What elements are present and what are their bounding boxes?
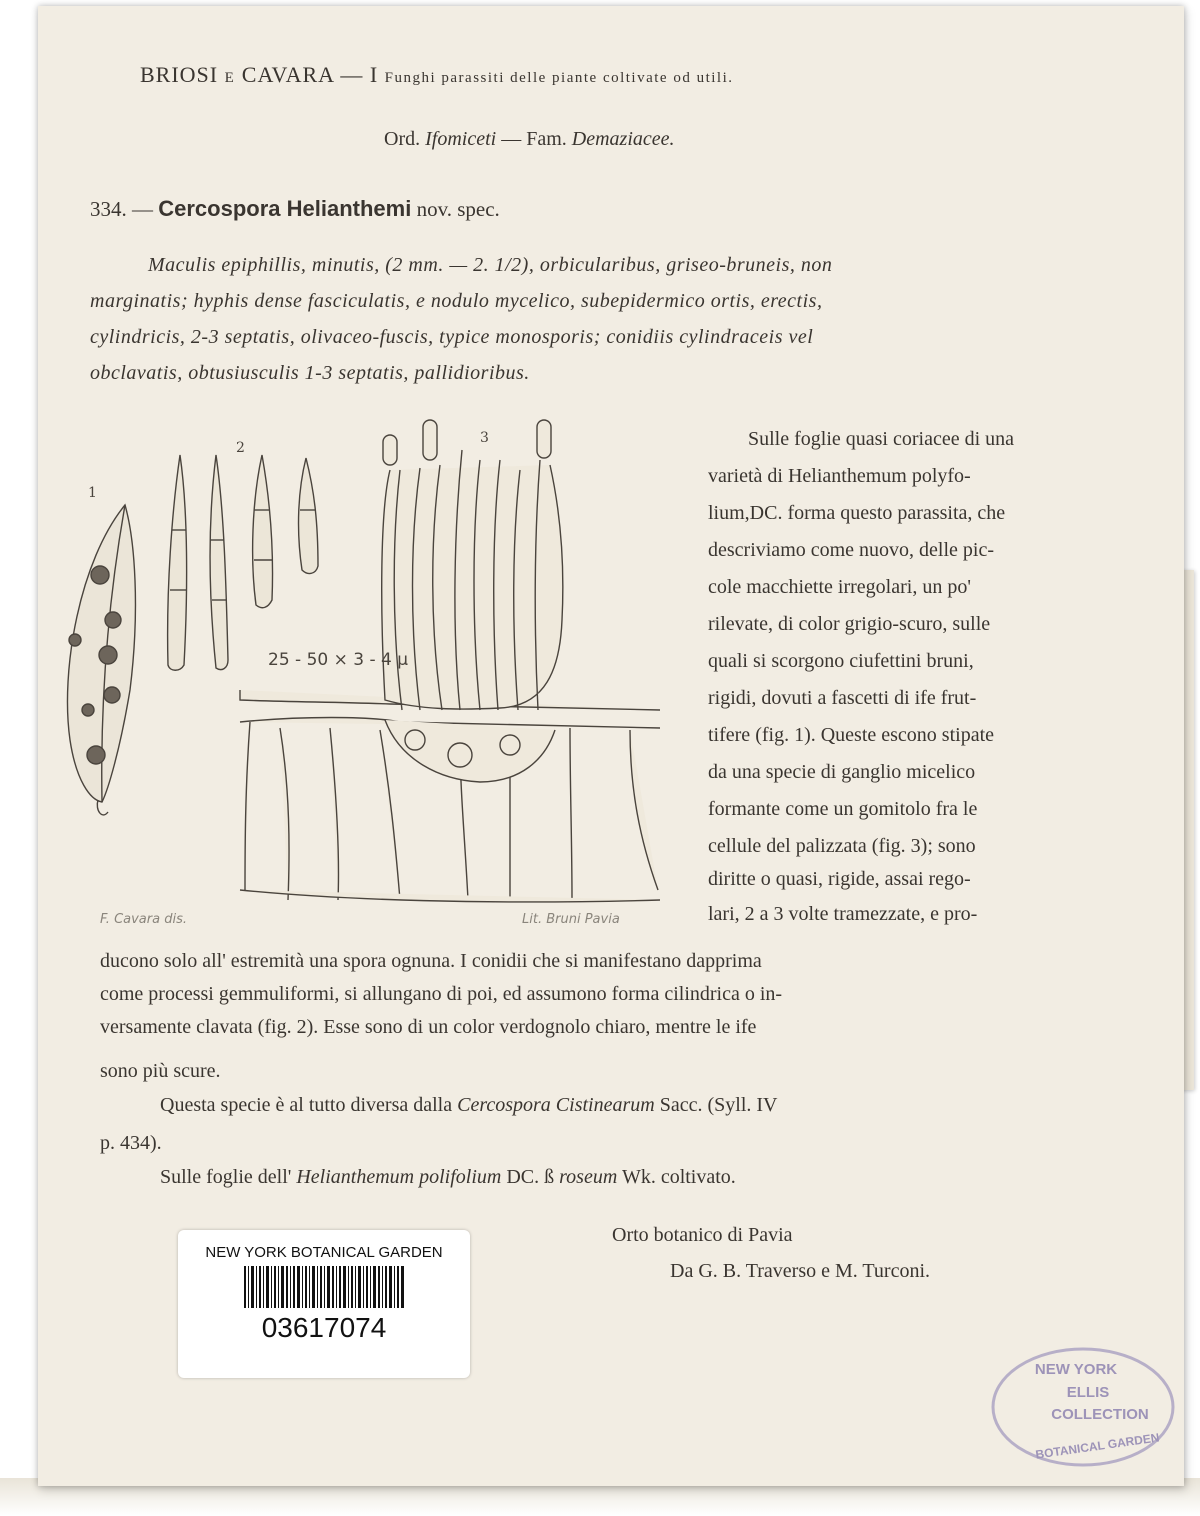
conidia-figure bbox=[168, 455, 318, 670]
barcode-icon bbox=[244, 1266, 404, 1308]
fig3-label: 3 bbox=[480, 430, 489, 446]
body-line: Sulle foglie quasi coriacee di una bbox=[748, 428, 1015, 450]
lithographer-credit: Lit. Bruni Pavia bbox=[522, 912, 620, 927]
collection-stamp bbox=[988, 1342, 1178, 1472]
species-name: Cercospora Helianthemi bbox=[158, 196, 412, 221]
body-line: varietà di Helianthemum polyfo- bbox=[708, 465, 971, 487]
body-line: sono più scure. bbox=[100, 1060, 221, 1082]
body-line: cole macchiette irregolari, un po' bbox=[708, 576, 971, 598]
taxonomy-subheader: Ord. Ifomiceti — Fam. Demaziacee. bbox=[384, 128, 675, 150]
body-line: ducono solo all' estremità una spora ognuna. I conidii che si manifestano dapprima bbox=[100, 950, 762, 972]
body-line: come processi gemmuliformi, si allungano di poi, ed assumono forma cilindrica o in- bbox=[100, 983, 783, 1005]
species-heading: 334. — Cercospora Helianthemi nov. spec. bbox=[90, 196, 500, 221]
body-line: descriviamo come nuovo, delle pic- bbox=[708, 539, 995, 561]
body-line: rigidi, dovuti a fascetti di ife frut- bbox=[708, 687, 977, 709]
svg-text:ELLIS: ELLIS bbox=[1066, 1384, 1110, 1401]
body-line: versamente clavata (fig. 2). Esse sono di un color verdognolo chiaro, mentre le ife bbox=[100, 1016, 757, 1038]
body-line: formante come un gomitolo fra le bbox=[708, 798, 978, 820]
latin-line: marginatis; hyphis dense fasciculatis, e nodulo mycelico, subepidermico ortis, erectis, bbox=[90, 290, 823, 312]
body-line: diritte o quasi, rigide, assai rego- bbox=[708, 868, 971, 890]
latin-line: obclavatis, obtusiusculis 1-3 septatis, pallidioribus. bbox=[90, 362, 530, 384]
fig1-label: 1 bbox=[88, 485, 97, 501]
body-line: tifere (fig. 1). Queste escono stipate bbox=[708, 724, 995, 746]
leaf-figure bbox=[67, 505, 135, 815]
body-line: lari, 2 a 3 volte tramezzate, e pro- bbox=[708, 903, 978, 925]
comparison-paragraph: Questa specie è al tutto diversa dalla Cercospora Cistinearum Sacc. (Syll. IV bbox=[160, 1094, 778, 1116]
measurement-label: 25 - 50 × 3 - 4 μ bbox=[268, 650, 409, 670]
body-line: quali si scorgono ciufettini bruni, bbox=[708, 650, 974, 672]
latin-line: cylindricis, 2-3 septatis, olivaceo-fuscis, typice monosporis; conidiis cylindraceis vel bbox=[90, 326, 814, 348]
body-line: rilevate, di color grigio-scuro, sulle bbox=[708, 613, 991, 635]
body-line: p. 434). bbox=[100, 1132, 162, 1154]
fig2-label: 2 bbox=[236, 440, 245, 456]
host-line: Sulle foglie dell' Helianthemum polifolium DC. ß roseum Wk. coltivato. bbox=[160, 1166, 736, 1188]
institution-name: NEW YORK BOTANICAL GARDEN bbox=[205, 1244, 443, 1261]
figure-illustration bbox=[40, 410, 700, 940]
page-header: BRIOSI E CAVARA — I Funghi parassiti delle piante coltivate od utili. bbox=[140, 62, 734, 87]
body-line: da una specie di ganglio micelico bbox=[708, 761, 976, 783]
svg-text:COLLECTION: COLLECTION bbox=[1051, 1406, 1149, 1423]
svg-text:BOTANICAL GARDEN: BOTANICAL GARDEN bbox=[1034, 1430, 1161, 1462]
collectors: Da G. B. Traverso e M. Turconi. bbox=[670, 1260, 931, 1282]
body-line: lium,DC. forma questo parassita, che bbox=[708, 502, 1006, 524]
svg-text:NEW YORK: NEW YORK bbox=[1034, 1361, 1118, 1378]
illustrator-credit: F. Cavara dis. bbox=[100, 912, 187, 927]
barcode-number: 03617074 bbox=[261, 1312, 387, 1343]
barcode-label bbox=[178, 1230, 470, 1378]
latin-line: Maculis epiphillis, minutis, (2 mm. — 2. 1/2), orbicularibus, griseo-bruneis, non bbox=[148, 254, 833, 276]
body-line: cellule del palizzata (fig. 3); sono bbox=[708, 835, 976, 857]
locality: Orto botanico di Pavia bbox=[612, 1224, 793, 1246]
